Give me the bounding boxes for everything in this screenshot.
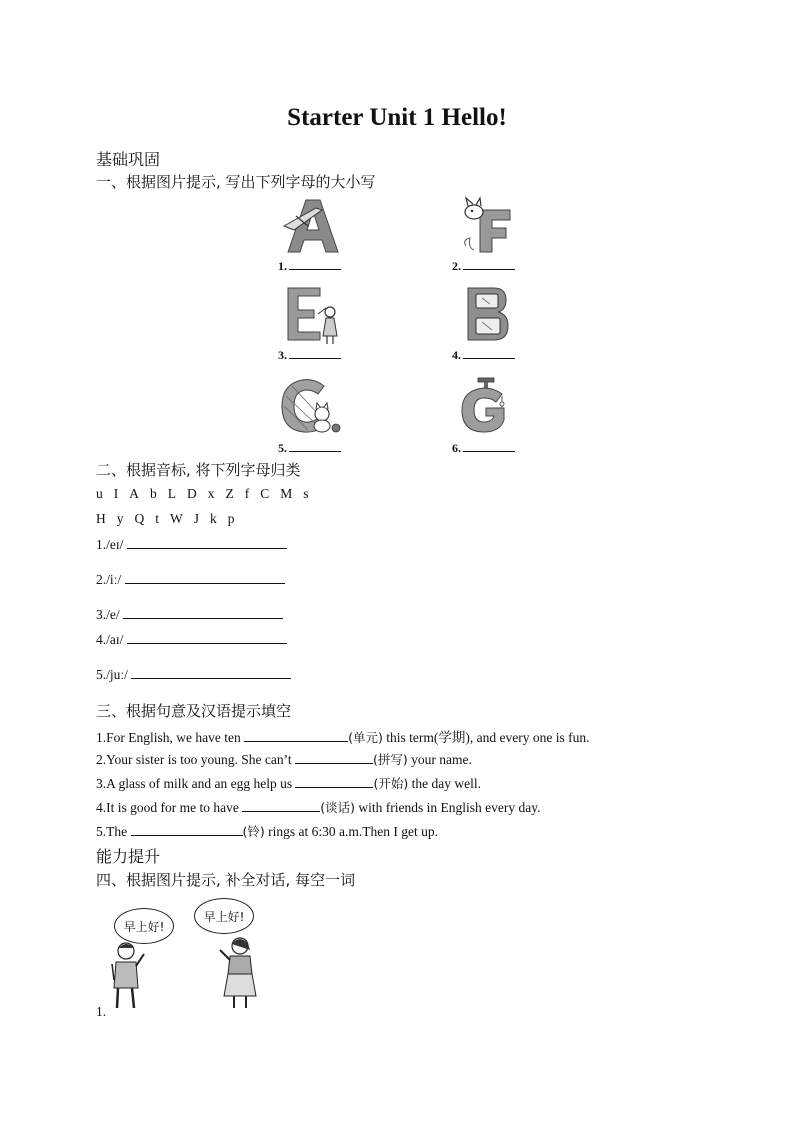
letter: k: [210, 511, 217, 526]
sentence-end: your name.: [407, 752, 472, 767]
letter: t: [155, 511, 160, 526]
sentence-end: this term(学期), and every one is fun.: [382, 730, 590, 745]
letter-c-cat-yarn-icon: [278, 376, 348, 450]
q2-item: [96, 666, 291, 683]
letter: H: [96, 511, 106, 526]
page-title: Starter Unit 1 Hello!: [287, 104, 507, 131]
sentence-start: 1.For English, we have ten: [96, 730, 245, 745]
letters-row-2: [96, 511, 246, 527]
sentence-start: 3.A glass of milk and an egg help us: [96, 776, 296, 791]
q1-heading: 一、根据图片提示, 写出下列字母的大小写: [96, 173, 376, 191]
sentence-start: 5.The: [96, 824, 131, 839]
boy-waving-icon: [104, 940, 154, 1012]
answer-blank[interactable]: [295, 775, 373, 788]
letter: Z: [225, 486, 234, 501]
section-ability-heading: 能力提升: [96, 847, 161, 866]
answer-blank[interactable]: [125, 571, 285, 584]
q1-item-number: 5.: [278, 441, 287, 455]
phonetic-label: 1./eɪ/: [96, 537, 124, 552]
answer-blank[interactable]: [127, 536, 287, 549]
q1-item-number: 4.: [452, 348, 461, 362]
speech-bubble-left: 早上好!: [114, 908, 174, 944]
answer-blank[interactable]: [289, 347, 341, 359]
letter: J: [193, 511, 200, 526]
letter: y: [116, 511, 124, 526]
answer-blank[interactable]: [123, 606, 283, 619]
q2-item: [96, 606, 283, 623]
letter: A: [129, 486, 139, 501]
answer-blank[interactable]: [244, 729, 348, 742]
letter: p: [227, 511, 235, 526]
chinese-hint: (开始): [373, 776, 409, 791]
phonetic-label: 2./iː/: [96, 572, 122, 587]
q3-item: [96, 822, 438, 840]
q3-heading: 三、根据句意及汉语提示填空: [96, 702, 292, 720]
answer-blank[interactable]: [463, 440, 515, 452]
chinese-hint: (单元): [348, 730, 383, 745]
letter: D: [187, 486, 197, 501]
letter: u: [96, 486, 103, 501]
sentence-start: 4.It is good for me to have: [96, 800, 243, 815]
letter: s: [303, 486, 309, 501]
answer-blank[interactable]: [131, 666, 291, 679]
q3-item: [96, 798, 540, 816]
sentence-end: rings at 6:30 a.m.Then I get up.: [264, 824, 438, 839]
q1-item-number: 1.: [278, 259, 287, 273]
answer-blank[interactable]: [127, 631, 287, 644]
letter: Q: [134, 511, 145, 526]
sentence-end: with friends in English every day.: [355, 800, 541, 815]
sentence-start: 2.Your sister is too young. She can’t: [96, 752, 296, 767]
letter-g-faucet-icon: [456, 376, 526, 450]
q2-item: [96, 536, 287, 553]
q3-item: [96, 726, 589, 746]
q3-item: [96, 774, 481, 792]
q1-item-number: 6.: [452, 441, 461, 455]
letter: L: [167, 486, 176, 501]
phonetic-label: 5./juː/: [96, 667, 128, 682]
chinese-hint: (谈话): [320, 800, 355, 815]
q4-heading: 四、根据图片提示, 补全对话, 每空一词: [96, 871, 356, 889]
answer-blank[interactable]: [289, 440, 341, 452]
q4-item-number: 1.: [96, 1004, 107, 1019]
answer-blank[interactable]: [463, 347, 515, 359]
answer-blank[interactable]: [131, 823, 243, 836]
letter: f: [244, 486, 250, 501]
q2-heading: 二、根据音标, 将下列字母归类: [96, 461, 301, 479]
q2-item: [96, 571, 285, 588]
letter: M: [280, 486, 293, 501]
letter: I: [113, 486, 119, 501]
answer-blank[interactable]: [463, 258, 515, 270]
answer-blank[interactable]: [295, 751, 373, 764]
q2-item: [96, 631, 287, 648]
answer-blank[interactable]: [242, 799, 320, 812]
letter: C: [260, 486, 270, 501]
answer-blank[interactable]: [289, 258, 341, 270]
q3-item: [96, 750, 472, 768]
letter: W: [170, 511, 183, 526]
letters-row-1: [96, 486, 320, 502]
q1-item-number: 3.: [278, 348, 287, 362]
q1-item-number: 2.: [452, 259, 461, 273]
sentence-end: the day well.: [408, 776, 481, 791]
section-basic-heading: 基础巩固: [96, 150, 161, 169]
girl-waving-icon: [214, 934, 264, 1010]
speech-bubble-right: 早上好!: [194, 898, 254, 934]
chinese-hint: (拼写): [373, 752, 408, 767]
phonetic-label: 4./aɪ/: [96, 632, 124, 647]
letter: x: [207, 486, 215, 501]
chinese-hint: (铃): [242, 824, 265, 839]
letter: b: [150, 486, 157, 501]
phonetic-label: 3./e/: [96, 607, 120, 622]
